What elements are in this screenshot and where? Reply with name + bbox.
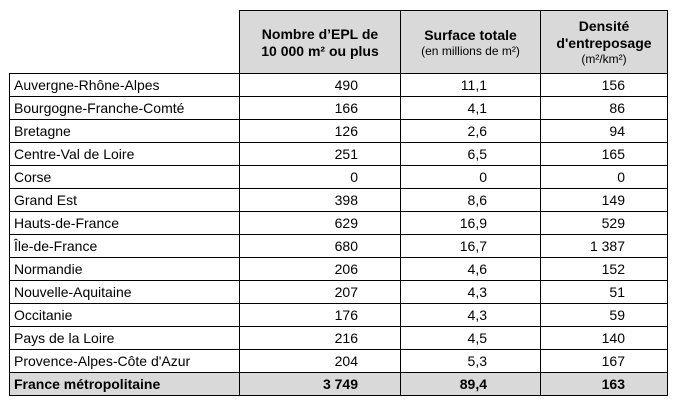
- density-value: 86: [541, 97, 668, 120]
- surface-value: 6,5: [401, 143, 541, 166]
- table-row: [10, 212, 668, 235]
- epl-count: 204: [240, 350, 401, 373]
- table-row: [10, 74, 668, 97]
- total-density-value: 163: [541, 373, 668, 396]
- region-name: Corse: [10, 166, 240, 189]
- header-row: [10, 11, 668, 74]
- surface-value: 2,6: [401, 120, 541, 143]
- density-value: 140: [541, 327, 668, 350]
- header-density: [541, 11, 668, 74]
- table-row: [10, 281, 668, 304]
- surface-value: 11,1: [401, 74, 541, 97]
- region-name: Auvergne-Rhône-Alpes: [10, 74, 240, 97]
- region-name: Bourgogne-Franche-Comté: [10, 97, 240, 120]
- surface-value: 4,3: [401, 304, 541, 327]
- epl-count: 680: [240, 235, 401, 258]
- density-value: 529: [541, 212, 668, 235]
- header-epl-line1: Nombre d’EPL de: [261, 25, 379, 42]
- surface-value: 4,3: [401, 281, 541, 304]
- epl-count: 207: [240, 281, 401, 304]
- epl-count: 251: [240, 143, 401, 166]
- density-value: 167: [541, 350, 668, 373]
- region-name: Grand Est: [10, 189, 240, 212]
- total-label: France métropolitaine: [10, 373, 240, 396]
- table-row: [10, 304, 668, 327]
- table-row: [10, 235, 668, 258]
- epl-count: 216: [240, 327, 401, 350]
- total-row: [10, 373, 668, 396]
- density-value: 51: [541, 281, 668, 304]
- epl-count: 629: [240, 212, 401, 235]
- total-surface-value: 89,4: [401, 373, 541, 396]
- table-row: [10, 166, 668, 189]
- surface-value: 0: [401, 166, 541, 189]
- header-blank-cell: [10, 11, 240, 74]
- density-value: 152: [541, 258, 668, 281]
- header-surface-line1: Surface totale: [424, 26, 517, 43]
- table-row: [10, 97, 668, 120]
- header-density-line1: Densité: [578, 18, 630, 34]
- table-row: [10, 189, 668, 212]
- density-value: 59: [541, 304, 668, 327]
- epl-count: 0: [240, 166, 401, 189]
- density-value: 0: [541, 166, 668, 189]
- header-density-unit: (m²/km²): [581, 52, 627, 66]
- surface-value: 5,3: [401, 350, 541, 373]
- table-row: [10, 350, 668, 373]
- table-row: [10, 258, 668, 281]
- header-surface: [401, 11, 541, 74]
- epl-count: 126: [240, 120, 401, 143]
- header-epl-line2: 10 000 m² ou plus: [261, 42, 379, 59]
- epl-count: 490: [240, 74, 401, 97]
- surface-value: 8,6: [401, 189, 541, 212]
- surface-value: 4,5: [401, 327, 541, 350]
- table-row: [10, 143, 668, 166]
- surface-value: 16,9: [401, 212, 541, 235]
- density-value: 1 387: [541, 235, 668, 258]
- density-value: 165: [541, 143, 668, 166]
- header-density-line2: d'entreposage: [556, 35, 652, 51]
- surface-value: 16,7: [401, 235, 541, 258]
- region-name: Normandie: [10, 258, 240, 281]
- region-name: Hauts-de-France: [10, 212, 240, 235]
- header-epl-count: [240, 11, 401, 74]
- region-name: Île-de-France: [10, 235, 240, 258]
- epl-count: 166: [240, 97, 401, 120]
- epl-count: 398: [240, 189, 401, 212]
- region-name: Bretagne: [10, 120, 240, 143]
- table-row: [10, 327, 668, 350]
- region-name: Pays de la Loire: [10, 327, 240, 350]
- region-name: Nouvelle-Aquitaine: [10, 281, 240, 304]
- surface-value: 4,1: [401, 97, 541, 120]
- region-name: Centre-Val de Loire: [10, 143, 240, 166]
- regional-warehouse-table: [9, 10, 668, 396]
- density-value: 94: [541, 120, 668, 143]
- density-value: 156: [541, 74, 668, 97]
- region-name: Provence-Alpes-Côte d'Azur: [10, 350, 240, 373]
- region-name: Occitanie: [10, 304, 240, 327]
- surface-value: 4,6: [401, 258, 541, 281]
- epl-count: 206: [240, 258, 401, 281]
- table-row: [10, 120, 668, 143]
- total-epl-count: 3 749: [240, 373, 401, 396]
- density-value: 149: [541, 189, 668, 212]
- header-surface-unit: (en millions de m²): [421, 43, 520, 58]
- epl-count: 176: [240, 304, 401, 327]
